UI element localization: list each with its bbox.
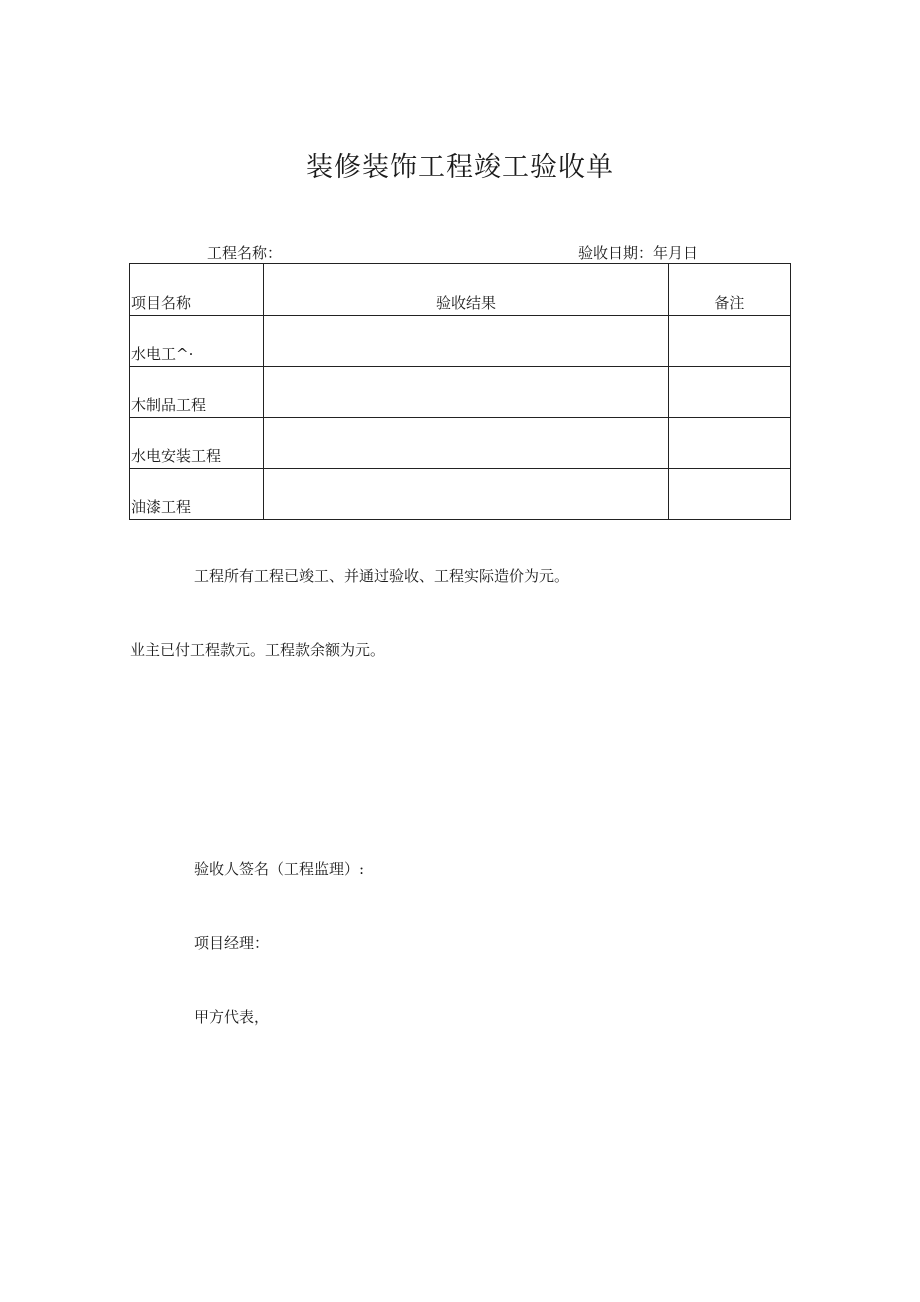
inspector-signature-label: 验收人签名（工程监理）: [194, 860, 365, 878]
row-note-cell[interactable] [668, 316, 790, 367]
header-remarks: 备注 [668, 264, 790, 316]
completion-statement: 工程所有工程已竣工、并通过验收、工程实际造价为元。 [194, 567, 570, 585]
row-result-cell[interactable] [264, 316, 669, 367]
row-item-name: 水电工^· [130, 316, 264, 367]
header-acceptance-result: 验收结果 [264, 264, 669, 316]
acceptance-table [129, 263, 791, 520]
table-row [130, 367, 791, 418]
row-result-cell[interactable] [264, 469, 669, 520]
row-item-name: 油漆工程 [130, 469, 264, 520]
table-row [130, 316, 791, 367]
project-manager-label: 项目经理： [194, 934, 270, 952]
party-a-representative-label: 甲方代表， [194, 1008, 270, 1026]
document-title: 装修装饰工程竣工验收单 [306, 152, 614, 183]
table-row [130, 469, 791, 520]
row-result-cell[interactable] [264, 418, 669, 469]
row-result-cell[interactable] [264, 367, 669, 418]
row-note-cell[interactable] [668, 418, 790, 469]
row-item-name: 水电安装工程 [130, 418, 264, 469]
table-row [130, 418, 791, 469]
acceptance-date-label: 验收日期：年月日 [578, 244, 699, 262]
row-note-cell[interactable] [668, 469, 790, 520]
project-name-label: 工程名称： [207, 244, 283, 262]
row-item-name: 木制品工程 [130, 367, 264, 418]
row-note-cell[interactable] [668, 367, 790, 418]
payment-statement: 业主已付工程款元。工程款余额为元。 [130, 641, 386, 659]
header-item-name: 项目名称 [130, 264, 264, 316]
table-header-row [130, 264, 791, 316]
